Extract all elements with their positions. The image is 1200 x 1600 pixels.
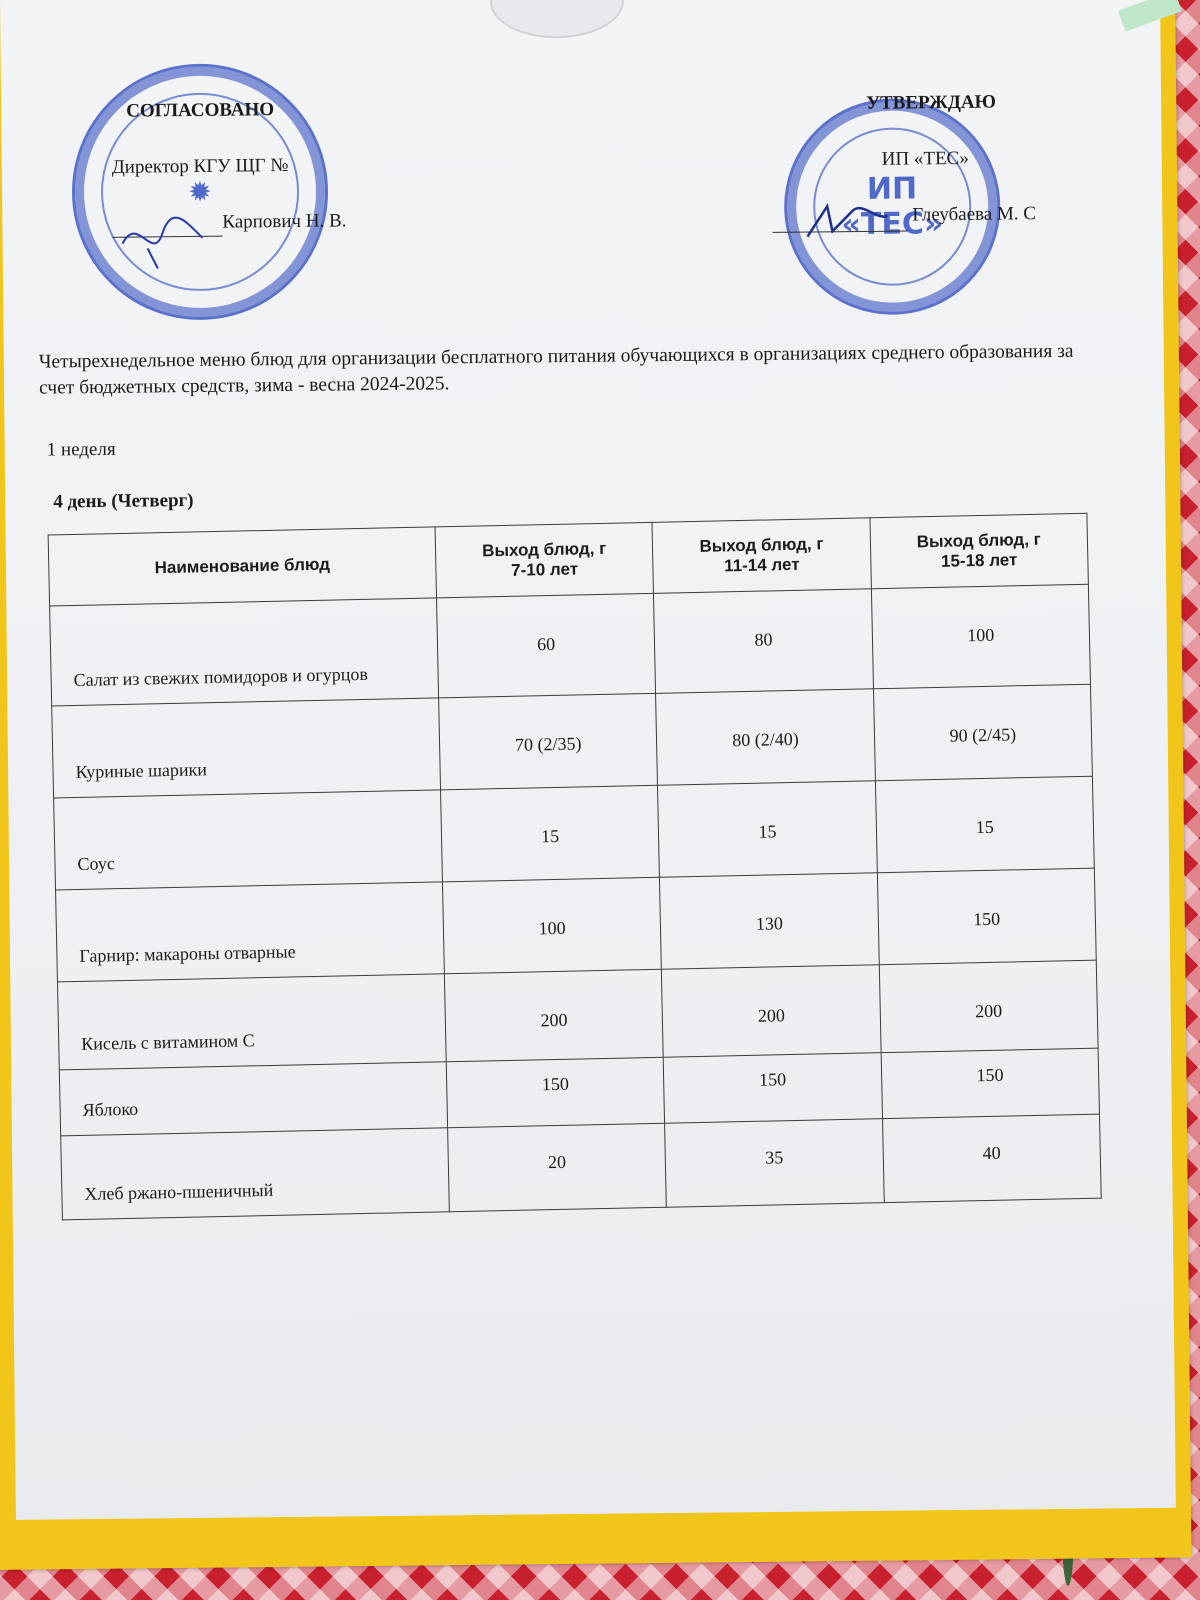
portion-11-14: 200	[662, 965, 881, 1058]
portion-7-10: 100	[442, 877, 661, 974]
director-name: Карпович Н. В.	[222, 210, 347, 233]
portion-7-10: 60	[437, 593, 656, 698]
portion-7-10: 150	[446, 1057, 665, 1128]
company-line: ИП «ТЕС»	[881, 147, 969, 170]
portion-7-10: 200	[444, 969, 663, 1062]
signature-right	[802, 191, 893, 252]
portion-15-18: 100	[871, 584, 1090, 689]
official-seal-left: ✹	[71, 63, 330, 322]
portion-7-10: 70 (2/35)	[439, 693, 658, 790]
dish-name: Яблоко	[59, 1062, 447, 1136]
dish-name: Кисель с витамином С	[57, 974, 446, 1070]
punch-hole	[490, 0, 625, 39]
portion-11-14: 35	[665, 1119, 884, 1208]
signature-left	[117, 203, 208, 274]
column-header-age-7-10: Выход блюд, г 7-10 лет	[435, 522, 654, 598]
dish-name: Куриные шарики	[52, 698, 441, 798]
dish-name: Гарнир: макароны отварные	[56, 882, 445, 982]
approver-name: Глеубаева М. С	[912, 203, 1037, 226]
dish-name: Салат из свежих помидоров и огурцов	[50, 598, 439, 706]
portion-11-14: 130	[660, 873, 879, 970]
portion-15-18: 40	[882, 1114, 1101, 1203]
portion-7-10: 20	[448, 1123, 667, 1212]
portion-15-18: 200	[879, 960, 1098, 1053]
document-title: Четырехнедельное меню блюд для организации бесплатного питания обучающихся в организациях среднего образования за счет бюджетных средств, зима - весна 2024-2025.	[38, 340, 1074, 399]
column-header-age-15-18: Выход блюд, г 15-18 лет	[870, 513, 1089, 589]
approval-block-right	[771, 91, 1071, 226]
week-label: 1 неделя	[46, 438, 116, 461]
day-label: 4 день (Четверг)	[53, 490, 194, 513]
portion-15-18: 90 (2/45)	[873, 684, 1092, 781]
portion-11-14: 80	[654, 589, 873, 694]
portion-11-14: 80 (2/40)	[656, 689, 875, 786]
dish-name: Соус	[54, 790, 443, 890]
portion-15-18: 15	[875, 776, 1094, 873]
portion-7-10: 15	[441, 785, 660, 882]
approved-title: УТВЕРЖДАЮ	[866, 91, 997, 114]
director-line: Директор КГУ ЩГ №	[111, 154, 289, 178]
portion-15-18: 150	[881, 1048, 1100, 1119]
column-header-age-11-14: Выход блюд, г 11-14 лет	[652, 518, 871, 594]
portion-15-18: 150	[877, 868, 1096, 965]
column-header-dish: Наименование блюд	[48, 527, 436, 606]
dish-name: Хлеб ржано-пшеничный	[61, 1128, 450, 1220]
menu-table	[48, 513, 1102, 1221]
seal-right-text: ИП «ТЕС»	[841, 171, 944, 243]
agreed-title: СОГЛАСОВАНО	[126, 99, 275, 122]
portion-11-14: 150	[664, 1053, 883, 1124]
portion-11-14: 15	[658, 781, 877, 878]
